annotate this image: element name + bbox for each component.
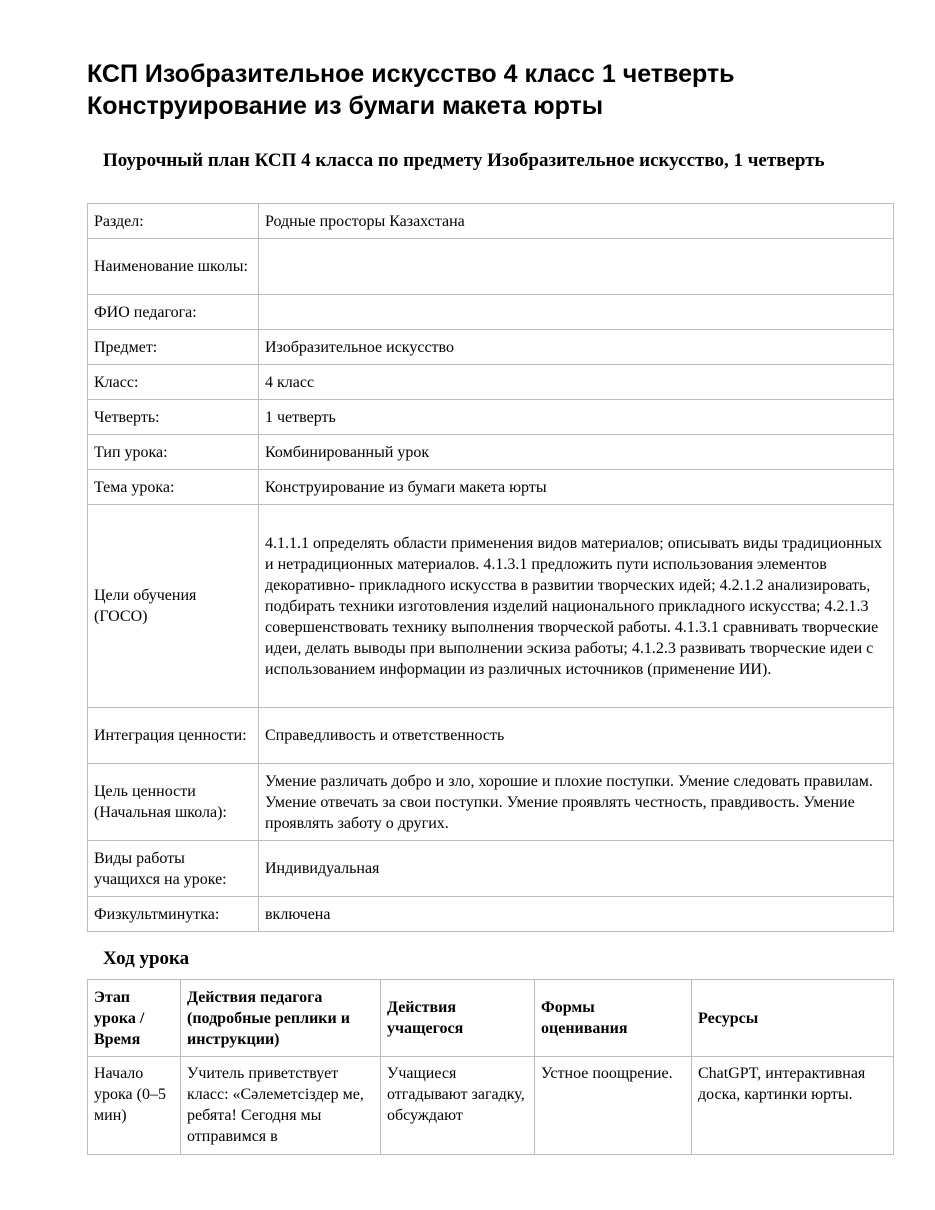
column-header-stage: Этап урока / Время [88,980,181,1057]
info-row-value-integration [88,708,894,764]
info-value: 1 четверть [259,400,894,435]
info-row-lesson-type [88,435,894,470]
info-row-teacher [88,295,894,330]
info-value: 4.1.1.1 определять области применения видов материалов; описывать виды традиционных и нетрадиционных материалов. 4.1.3.1 предложить пути использования элементов декоративно- прикладного искусства в развитии творческих идей; 4.2.1.2 анализировать, подбирать техники изготовления изделий национального прикладного искусства; 4.2.1.3 совершенствовать технику выполнения творческой работы. 4.1.3.1 сравнивать творческие идеи, делать выводы при выполнении эскиза работы; 4.1.2.3 развивать творческие идеи с использованием информации из различных источников (применение ИИ). [259,505,894,708]
info-label: Физкультминутка: [88,897,259,932]
info-row-section [88,204,894,239]
info-row-school [88,239,894,295]
lesson-info-table [87,203,894,932]
info-label: ФИО педагога: [88,295,259,330]
column-header-teacher-actions: Действия педагога (подробные реплики и инструкции) [181,980,381,1057]
info-value: включена [259,897,894,932]
column-header-resources: Ресурсы [692,980,894,1057]
info-value: Изобразительное искусство [259,330,894,365]
info-label: Тип урока: [88,435,259,470]
info-row-quarter [88,400,894,435]
info-value [259,295,894,330]
info-value: Умение различать добро и зло, хорошие и плохие поступки. Умение следовать правилам. Умение отвечать за свои поступки. Умение проявлять честность, правдивость. Умение проявлять заботу о других. [259,764,894,841]
page-title [87,58,907,122]
info-value: Комбинированный урок [259,435,894,470]
cell-student-actions: Учащиеся отгадывают загадку, обсуждают [381,1057,535,1155]
column-header-student-actions: Действия учащегося [381,980,535,1057]
cell-assessment: Устное поощрение. [535,1057,692,1155]
cell-stage: Начало урока (0–5 мин) [88,1057,181,1155]
lesson-flow-table [87,979,894,1155]
lesson-heading: Ход урока [103,948,190,969]
plan-heading: Поурочный план КСП 4 класса по предмету Изобразительное искусство, 1 четверть [103,150,825,171]
info-row-lesson-topic [88,470,894,505]
info-label: Интеграция ценности: [88,708,259,764]
info-label: Тема урока: [88,470,259,505]
cell-teacher-actions: Учитель приветствует класс: «Сәлеметсіздер ме, ребята! Сегодня мы отправимся в [181,1057,381,1155]
info-label: Четверть: [88,400,259,435]
info-row-grade [88,365,894,400]
column-header-assessment: Формы оценивания [535,980,692,1057]
info-row-physical-break [88,897,894,932]
info-label: Класс: [88,365,259,400]
cell-resources: ChatGPT, интерактивная доска, картинки юрты. [692,1057,894,1155]
info-label: Раздел: [88,204,259,239]
info-label: Виды работы учащихся на уроке: [88,841,259,897]
info-row-work-types [88,841,894,897]
info-value: Индивидуальная [259,841,894,897]
info-value: Родные просторы Казахстана [259,204,894,239]
info-row-learning-goals [88,505,894,708]
info-label: Наименование школы: [88,239,259,295]
page-title-line-2: Конструирование из бумаги макета юрты [87,92,604,120]
info-row-subject [88,330,894,365]
info-label: Цель ценности (Начальная школа): [88,764,259,841]
info-value [259,239,894,295]
info-value: 4 класс [259,365,894,400]
page-title-line-1: КСП Изобразительное искусство 4 класс 1 четверть [87,60,735,88]
info-value: Справедливость и ответственность [259,708,894,764]
info-label: Цели обучения (ГОСО) [88,505,259,708]
info-label: Предмет: [88,330,259,365]
info-row-value-goal [88,764,894,841]
lesson-table-header-row [88,980,894,1057]
table-row [88,1057,894,1155]
info-value: Конструирование из бумаги макета юрты [259,470,894,505]
